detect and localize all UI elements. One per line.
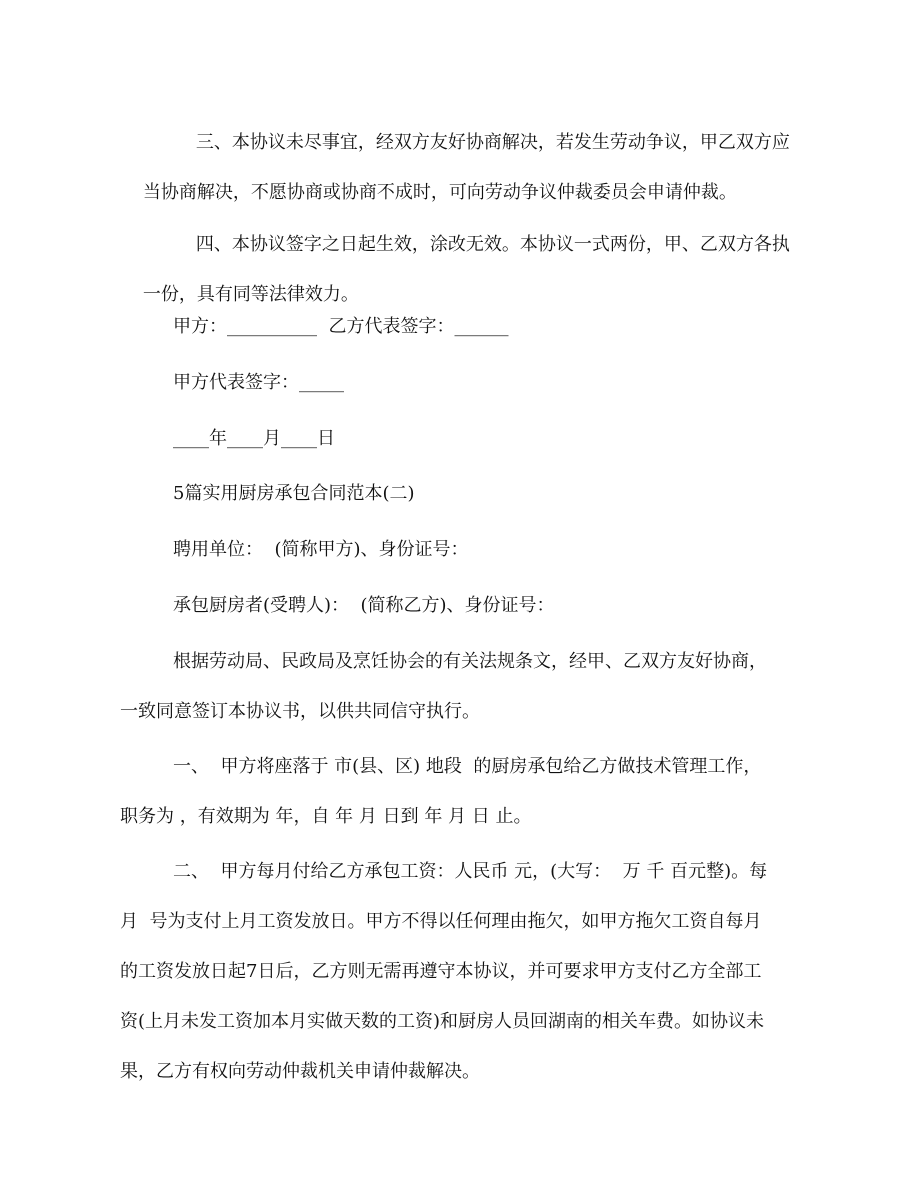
clause-three-line-1: 三、本协议未尽事宜，经双方友好协商解决，若发生劳动争议，甲乙双方应 <box>195 132 790 153</box>
clause-two-line-2: 月 号为支付上月工资发放日。甲方不得以任何理由拖欠，如甲方拖欠工资自每月 <box>120 911 762 932</box>
clause-four-line-1: 四、本协议签字之日起生效，涂改无效。本协议一式两份，甲、乙双方各执 <box>195 234 790 255</box>
date-line: ____年____月____日 <box>173 428 335 449</box>
clause-three-line-2: 当协商解决，不愿协商或协商不成时，可向劳动争议仲裁委员会申请仲裁。 <box>142 182 737 203</box>
section-title: 5篇实用厨房承包合同范本(二) <box>173 483 415 504</box>
preamble-line-1: 根据劳动局、民政局及烹饪协会的有关法规条文，经甲、乙双方友好协商， <box>173 651 767 672</box>
signature-party-a: 甲方：__________ 乙方代表签字：______ <box>173 316 509 337</box>
clause-one-line-2: 职务为 ，有效期为 年，自 年 月 日到 年 月 日 止。 <box>120 806 532 827</box>
clause-one-line-1: 一、 甲方将座落于 市(县、区) 地段 的厨房承包给乙方做技术管理工作， <box>173 756 762 777</box>
preamble-line-2: 一致同意签订本协议书，以供共同信守执行。 <box>120 701 480 722</box>
clause-two-line-3: 的工资发放日起7日后，乙方则无需再遵守本协议，并可要求甲方支付乙方全部工 <box>120 961 762 982</box>
clause-two-line-4: 资(上月未发工资加本月实做天数的工资)和厨房人员回湖南的相关车费。如协议未 <box>120 1011 765 1032</box>
clause-two-line-1: 二、 甲方每月付给乙方承包工资：人民币 元，(大写： 万 千 百元整)。每 <box>173 861 768 882</box>
employer-line: 聘用单位： (简称甲方)、身份证号： <box>173 539 469 560</box>
clause-four-line-2: 一份，具有同等法律效力。 <box>142 284 359 305</box>
contractor-line: 承包厨房者(受聘人)： (简称乙方)、身份证号： <box>173 595 555 616</box>
signature-rep-a: 甲方代表签字：_____ <box>173 372 344 393</box>
clause-two-line-5: 果，乙方有权向劳动仲裁机关申请仲裁解决。 <box>120 1061 480 1082</box>
